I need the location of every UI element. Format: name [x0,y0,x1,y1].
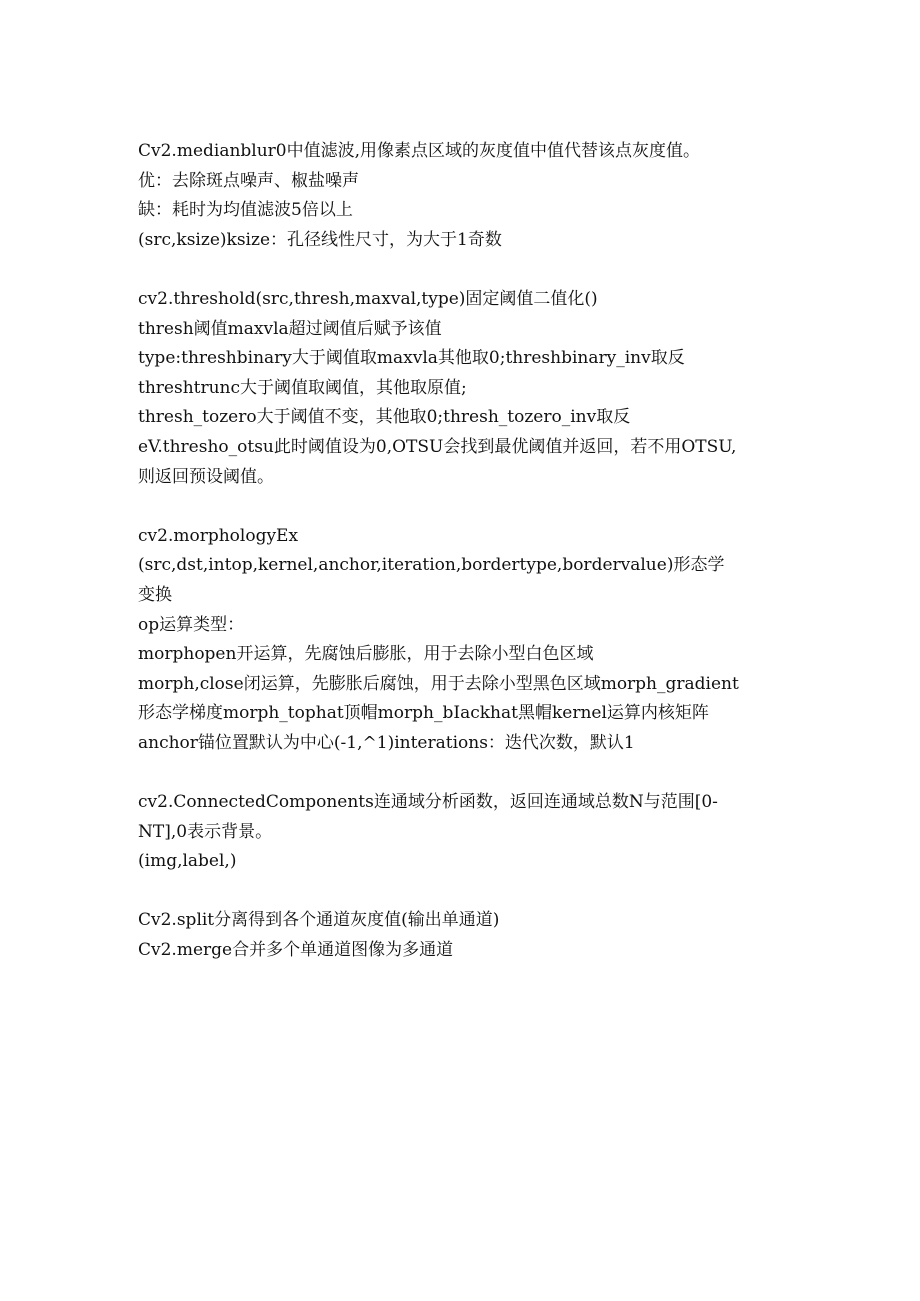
section-median-blur [138,137,778,255]
text-line: (src,dst,intop,kernel,anchor,iteration,bordertype,bordervalue)形态学 [138,555,725,576]
section-split-merge [138,906,778,965]
text-line: 则返回预设阈值。 [138,466,274,487]
text-line: cv2.morphologyEx [138,525,299,546]
paragraph-gap [138,492,778,522]
text-line: 优：去除斑点噪声、椒盐噪声 [138,170,359,191]
paragraph-gap [138,877,778,907]
section-connected-components [138,788,778,877]
text-line: threshtrunc大于阈值取阈值，其他取原值; [138,377,467,398]
paragraph-gap [138,255,778,285]
text-line: (src,ksize)ksize：孔径线性尺寸，为大于1奇数 [138,229,502,250]
text-line: eV.thresho_otsu此时阈值设为0,OTSU会找到最优阈值并返回，若不用OTSU, [138,436,737,457]
text-line: (img,label,) [138,851,237,872]
text-line: 缺：耗时为均值滤波5倍以上 [138,200,353,221]
paragraph-gap [138,758,778,788]
text-line: cv2.ConnectedComponents连通域分析函数，返回连通域总数N与范围[0- [138,792,718,813]
text-line: thresh_tozero大于阈值不变，其他取0;thresh_tozero_inv取反 [138,407,631,428]
text-line: Cv2.split分离得到各个通道灰度值(输出单通道) [138,910,500,931]
document-body [138,137,778,966]
text-line: morphopen开运算，先腐蚀后膨胀，用于去除小型白色区域 [138,644,594,665]
text-line: anchor锚位置默认为中心(-1,^1)interations：迭代次数，默认1 [138,732,635,753]
text-line: thresh阈值maxvla超过阈值后赋予该值 [138,318,442,339]
text-line: morph,close闭运算，先膨胀后腐蚀，用于去除小型黑色区域morph_gradient [138,673,739,694]
text-line: cv2.threshold(src,thresh,maxval,type)固定阈值二值化() [138,288,598,309]
text-line: Cv2.medianblur0中值滤波,用像素点区域的灰度值中值代替该点灰度值。 [138,141,701,161]
text-line: 变换 [138,584,172,605]
section-threshold [138,285,778,492]
text-line: op运算类型： [138,614,245,635]
text-line: 形态学梯度morph_tophat顶帽morph_bIackhat黑帽kernel运算内核矩阵 [138,703,709,724]
text-line: Cv2.merge合并多个单通道图像为多通道 [138,940,454,961]
text-line: NT],0表示背景。 [138,821,273,842]
section-morphology [138,522,778,759]
text-line: type:threshbinary大于阈值取maxvla其他取0;threshbinary_inv取反 [138,348,685,369]
